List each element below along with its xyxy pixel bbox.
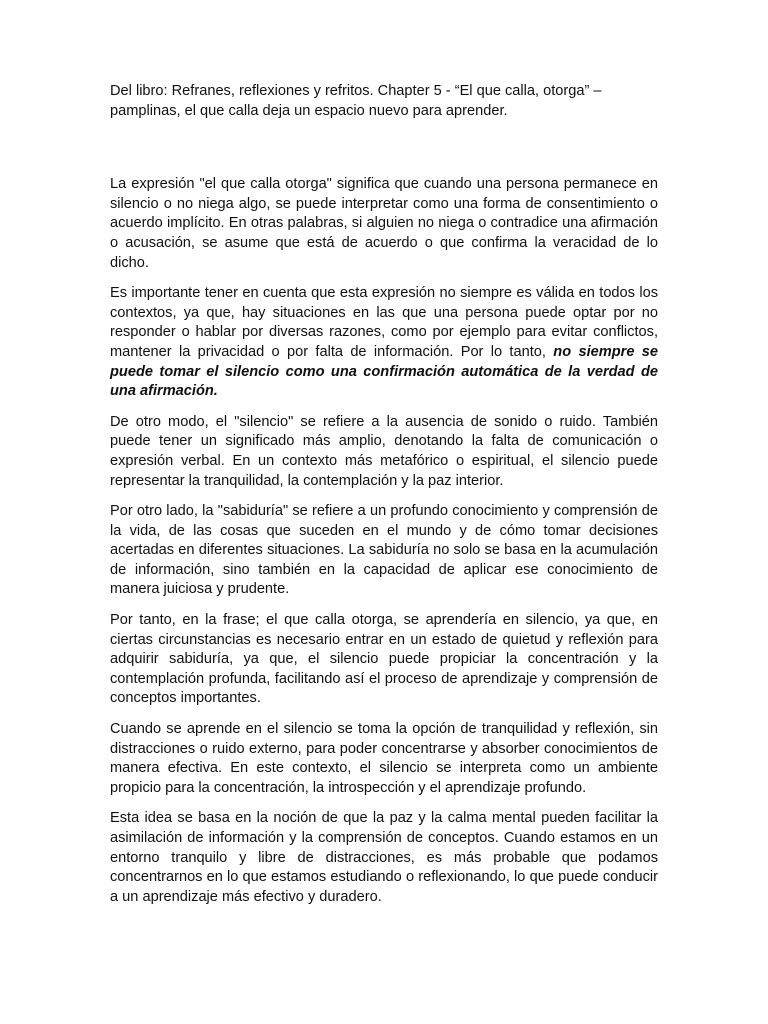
- emphasized-conclusion: no siempre se puede tomar el silencio como una confirmación automática de la verdad de una afirmación.: [110, 343, 658, 400]
- paragraph-text: Esta idea se basa en la noción de que la paz y la calma mental pueden facilitar la asimilación de información y la comprensión de conceptos. Cuando estamos en un entorno tranquilo y libre de distracciones, es más probable que podamos concentrarnos en lo que estamos estudiando o reflexionando, lo que puede conducir a un aprendizaje más efectivo y duradero.: [110, 810, 658, 905]
- paragraph-wisdom: [110, 502, 658, 600]
- paragraph-silence: [110, 413, 658, 491]
- paragraph-text: Es importante tener en cuenta que esta expresión no siempre es válida en todos los contextos, ya que, hay situaciones en las que una persona puede optar por no responder o hablar por diversas razones, como por ejemplo para evitar conflictos, mantener la privacidad o por falta de información. Por lo tanto,: [110, 285, 658, 360]
- source-note-line-1: Del libro: Refranes, reflexiones y refritos. Chapter 5 - “El que calla, otorga” –: [110, 83, 602, 99]
- paragraph-text: La expresión "el que calla otorga" significa que cuando una persona permanece en silencio o no niega algo, se puede interpretar como una forma de consentimiento o acuerdo implícito. En otras palabras, si alguien no niega o contradice una afirmación o acusación, se asume que está de acuerdo o que confirma la veracidad de lo dicho.: [110, 176, 658, 271]
- paragraph-text: Por otro lado, la "sabiduría" se refiere a un profundo conocimiento y comprensión de la vida, de las cosas que suceden en el mundo y de cómo tomar decisiones acertadas en diferentes situaciones. La sabiduría no solo se basa en la acumulación de información, sino también en la capacidad de aplicar ese conocimiento de manera juiciosa y prudente.: [110, 503, 658, 598]
- paragraph-meaning: [110, 175, 658, 273]
- source-note: [110, 82, 658, 121]
- paragraph-calm-mind: [110, 809, 658, 907]
- paragraph-reflection: [110, 720, 658, 798]
- document-page: [110, 82, 658, 918]
- paragraph-text: De otro modo, el "silencio" se refiere a la ausencia de sonido o ruido. También puede tener un significado más amplio, denotando la falta de comunicación o expresión verbal. En un contexto más metafórico o espiritual, el silencio puede representar la tranquilidad, la contemplación y la paz interior.: [110, 413, 658, 489]
- paragraph-text: Cuando se aprende en el silencio se toma la opción de tranquilidad y reflexión, sin distracciones o ruido externo, para poder concentrarse y absorber conocimientos de manera efectiva. En este contexto, el silencio se interpreta como un ambiente propicio para la concentración, la introspección y el aprendizaje profundo.: [110, 721, 658, 796]
- paragraph-learning-in-silence: [110, 611, 658, 709]
- source-note-line-2: pamplinas, el que calla deja un espacio nuevo para aprender.: [110, 102, 508, 119]
- paragraph-text: Por tanto, en la frase; el que calla otorga, se aprendería en silencio, ya que, en ciertas circunstancias es necesario entrar en un estado de quietud y reflexión para adquirir sabiduría, ya que, el silencio puede propiciar la concentración y la contemplación profunda, facilitando así el proceso de aprendizaje y comprensión de conceptos importantes.: [110, 612, 658, 707]
- paragraph-validity: [110, 284, 658, 402]
